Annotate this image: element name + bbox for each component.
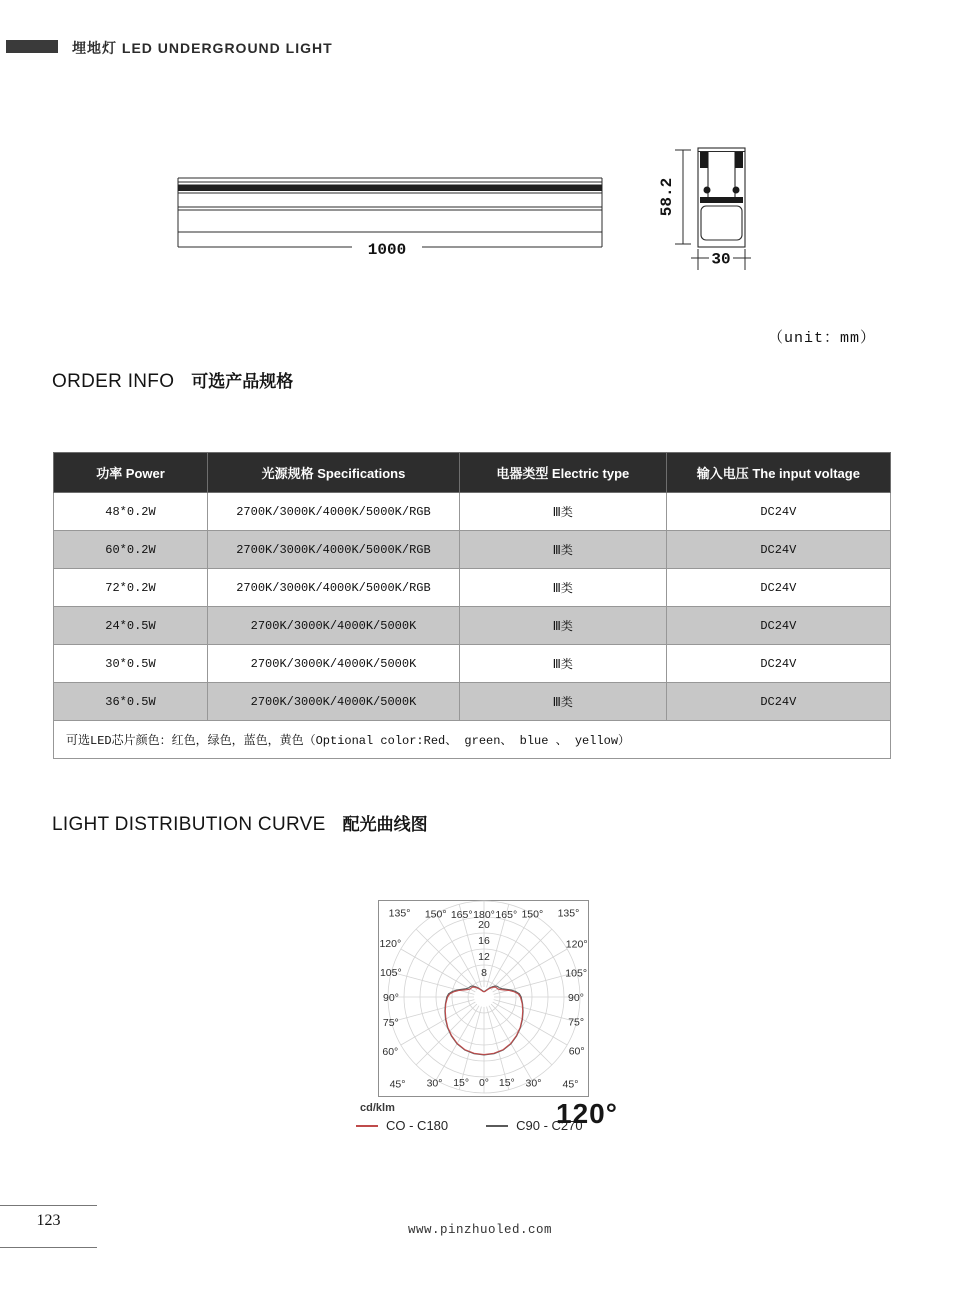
profile-cross-section-details xyxy=(700,152,743,203)
page-number: 123 xyxy=(36,1212,61,1229)
table-row xyxy=(54,607,891,645)
cross-section-drawing xyxy=(655,140,765,280)
curve-heading-zh: 配光曲线图 xyxy=(342,815,428,834)
legend-label-c90-c270: C90 - C270 xyxy=(516,1118,583,1133)
angle-tick-label: 165° xyxy=(450,908,473,921)
column-header: 电器类型 Electric type xyxy=(459,453,666,493)
table-cell: 24*0.5W xyxy=(54,607,208,645)
angle-tick-label: 15° xyxy=(498,1077,515,1090)
beam-angle-value: 120° xyxy=(556,1098,618,1129)
angle-tick-label: 75° xyxy=(568,1016,585,1029)
table-cell: DC24V xyxy=(666,683,890,721)
table-row xyxy=(54,493,891,531)
legend-item-c0-c180 xyxy=(356,1118,448,1133)
angle-tick-label: 90° xyxy=(383,992,399,1004)
radial-tick-label: 8 xyxy=(481,967,487,979)
table-cell: DC24V xyxy=(666,569,890,607)
table-cell: DC24V xyxy=(666,607,890,645)
website-url: www.pinzhuoled.com xyxy=(407,1223,553,1237)
spec-table-header-row xyxy=(54,453,891,493)
legend-label-c0-c180: CO - C180 xyxy=(386,1118,449,1133)
angle-tick-label: 60° xyxy=(568,1045,585,1058)
length-dimension-label: 1000 xyxy=(367,241,407,259)
profile-dark-band xyxy=(178,185,602,192)
curve-section-heading xyxy=(52,810,428,836)
angle-tick-label: 165° xyxy=(495,908,518,921)
angle-tick-label: 60° xyxy=(382,1046,399,1059)
table-cell: Ⅲ类 xyxy=(459,683,666,721)
spec-table xyxy=(53,452,891,759)
angle-tick-label: 150° xyxy=(521,908,544,921)
order-info-heading-zh: 可选产品规格 xyxy=(191,372,294,391)
table-cell: Ⅲ类 xyxy=(459,493,666,531)
table-cell: Ⅲ类 xyxy=(459,569,666,607)
angle-tick-label: 0° xyxy=(478,1077,490,1089)
angle-tick-label: 90° xyxy=(568,992,584,1004)
footer-rule-bottom xyxy=(0,1247,97,1248)
width-dimension-label: 30 xyxy=(711,250,731,269)
side-view-drawing xyxy=(176,174,606,262)
height-dimension-label: 58.2 xyxy=(658,177,676,217)
angle-tick-label: 135° xyxy=(388,907,411,920)
column-header: 功率 Power xyxy=(54,453,208,493)
angle-tick-label: 15° xyxy=(453,1077,470,1090)
page-title: 埋地灯 LED UNDERGROUND LIGHT xyxy=(72,40,333,56)
c0-c180-line-swatch xyxy=(356,1125,378,1127)
angle-tick-label: 150° xyxy=(424,908,447,921)
legend-unit-label: cd/klm xyxy=(360,1102,395,1114)
order-info-heading xyxy=(52,367,293,393)
table-cell: 2700K/3000K/4000K/5000K xyxy=(208,607,460,645)
unit-note: （unit：mm） xyxy=(768,330,877,347)
optional-color-note: 可选LED芯片颜色：红色，绿色，蓝色，黄色（Optional color:Red、 green、 blue 、 yellow） xyxy=(54,721,891,759)
angle-tick-label: 45° xyxy=(389,1078,406,1091)
table-note-row xyxy=(54,721,891,759)
table-row xyxy=(54,531,891,569)
table-cell: 72*0.2W xyxy=(54,569,208,607)
angle-tick-label: 105° xyxy=(379,967,402,980)
radial-tick-label: 12 xyxy=(478,951,490,963)
table-cell: 2700K/3000K/4000K/5000K xyxy=(208,645,460,683)
angle-tick-label: 135° xyxy=(557,907,580,920)
table-cell: 30*0.5W xyxy=(54,645,208,683)
angle-tick-label: 75° xyxy=(382,1016,399,1029)
table-cell: 48*0.2W xyxy=(54,493,208,531)
column-header: 光源规格 Specifications xyxy=(208,453,460,493)
light-distribution-polar-chart xyxy=(378,900,589,1097)
table-cell: 2700K/3000K/4000K/5000K/RGB xyxy=(208,569,460,607)
radial-tick-label: 20 xyxy=(478,919,490,931)
table-cell: DC24V xyxy=(666,645,890,683)
footer-rule-top xyxy=(0,1205,97,1206)
angle-tick-label: 45° xyxy=(562,1078,579,1091)
table-cell: 2700K/3000K/4000K/5000K/RGB xyxy=(208,531,460,569)
angle-tick-label: 30° xyxy=(426,1077,443,1090)
angle-tick-label: 105° xyxy=(565,967,588,980)
column-header: 输入电压 The input voltage xyxy=(666,453,890,493)
c90-c270-line-swatch xyxy=(486,1125,508,1127)
table-cell: 60*0.2W xyxy=(54,531,208,569)
order-info-heading-en: ORDER INFO xyxy=(52,371,175,392)
angle-tick-label: 120° xyxy=(565,938,588,951)
table-cell: DC24V xyxy=(666,493,890,531)
radial-tick-label: 16 xyxy=(478,935,490,947)
table-cell: 2700K/3000K/4000K/5000K xyxy=(208,683,460,721)
angle-tick-label: 120° xyxy=(379,937,402,950)
table-cell: Ⅲ类 xyxy=(459,645,666,683)
angle-tick-label: 30° xyxy=(525,1077,542,1090)
table-cell: 2700K/3000K/4000K/5000K/RGB xyxy=(208,493,460,531)
table-row xyxy=(54,645,891,683)
chart-legend xyxy=(356,1102,583,1133)
table-row xyxy=(54,569,891,607)
angle-tick-label: 180° xyxy=(473,909,495,921)
table-row xyxy=(54,683,891,721)
table-cell: DC24V xyxy=(666,531,890,569)
table-cell: Ⅲ类 xyxy=(459,531,666,569)
table-cell: Ⅲ类 xyxy=(459,607,666,645)
table-cell: 36*0.5W xyxy=(54,683,208,721)
header-accent-bar xyxy=(6,40,58,53)
curve-heading-en: LIGHT DISTRIBUTION CURVE xyxy=(52,814,326,835)
